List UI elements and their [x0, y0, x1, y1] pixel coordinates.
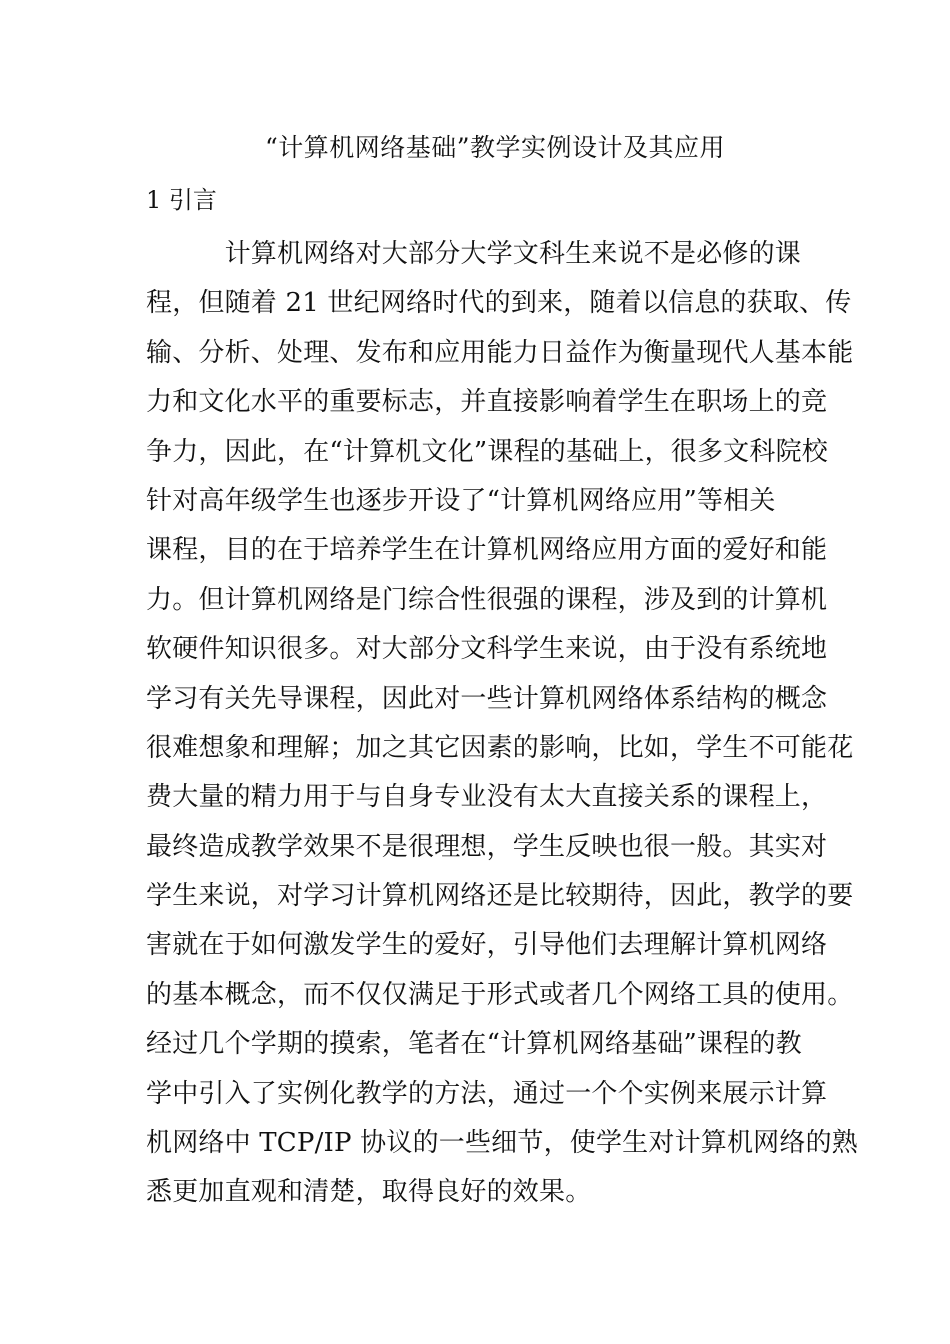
- body-line: 针对高年级学生也逐步开设了“计算机网络应用”等相关: [146, 485, 776, 516]
- document-title: “计算机网络基础”教学实例设计及其应用: [264, 133, 726, 162]
- body-line: 经过几个学期的摸索，笔者在“计算机网络基础”课程的教: [146, 1029, 802, 1060]
- body-line: 很难想象和理解；加之其它因素的影响，比如，学生不可能花: [146, 732, 854, 763]
- body-line: 力和文化水平的重要标志，并直接影响着学生在职场上的竞: [146, 387, 828, 418]
- body-line: 输、分析、处理、发布和应用能力日益作为衡量现代人基本能: [146, 337, 854, 368]
- body-text: [146, 230, 858, 1218]
- body-line: 害就在于如何激发学生的爱好，引导他们去理解计算机网络: [146, 930, 828, 961]
- body-line: 学生来说，对学习计算机网络还是比较期待，因此，教学的要: [146, 881, 854, 912]
- body-line: 程，但随着 21 世纪网络时代的到来，随着以信息的获取、传: [146, 288, 852, 319]
- body-line: 争力，因此，在“计算机文化”课程的基础上，很多文科院校: [146, 436, 828, 467]
- body-line: 计算机网络对大部分大学文科生来说不是必修的课: [146, 239, 802, 269]
- body-line: 力。但计算机网络是门综合性很强的课程，涉及到的计算机: [146, 584, 828, 615]
- body-line: 学习有关先导课程，因此对一些计算机网络体系结构的概念: [146, 683, 828, 714]
- body-line: 最终造成教学效果不是很理想，学生反映也很一般。其实对: [146, 831, 828, 862]
- body-line: 软硬件知识很多。对大部分文科学生来说，由于没有系统地: [146, 634, 828, 665]
- body-line: 学中引入了实例化教学的方法，通过一个个实例来展示计算: [146, 1078, 828, 1109]
- body-line: 悉更加直观和清楚，取得良好的效果。: [146, 1177, 592, 1208]
- body-line: 机网络中 TCP/IP 协议的一些细节，使学生对计算机网络的熟: [146, 1128, 858, 1159]
- section-heading: 1 引言: [146, 186, 217, 214]
- body-line: 费大量的精力用于与自身专业没有太大直接关系的课程上，: [146, 782, 828, 813]
- body-line: 课程，目的在于培养学生在计算机网络应用方面的爱好和能: [146, 535, 828, 566]
- body-line: 的基本概念，而不仅仅满足于形式或者几个网络工具的使用。: [146, 979, 854, 1010]
